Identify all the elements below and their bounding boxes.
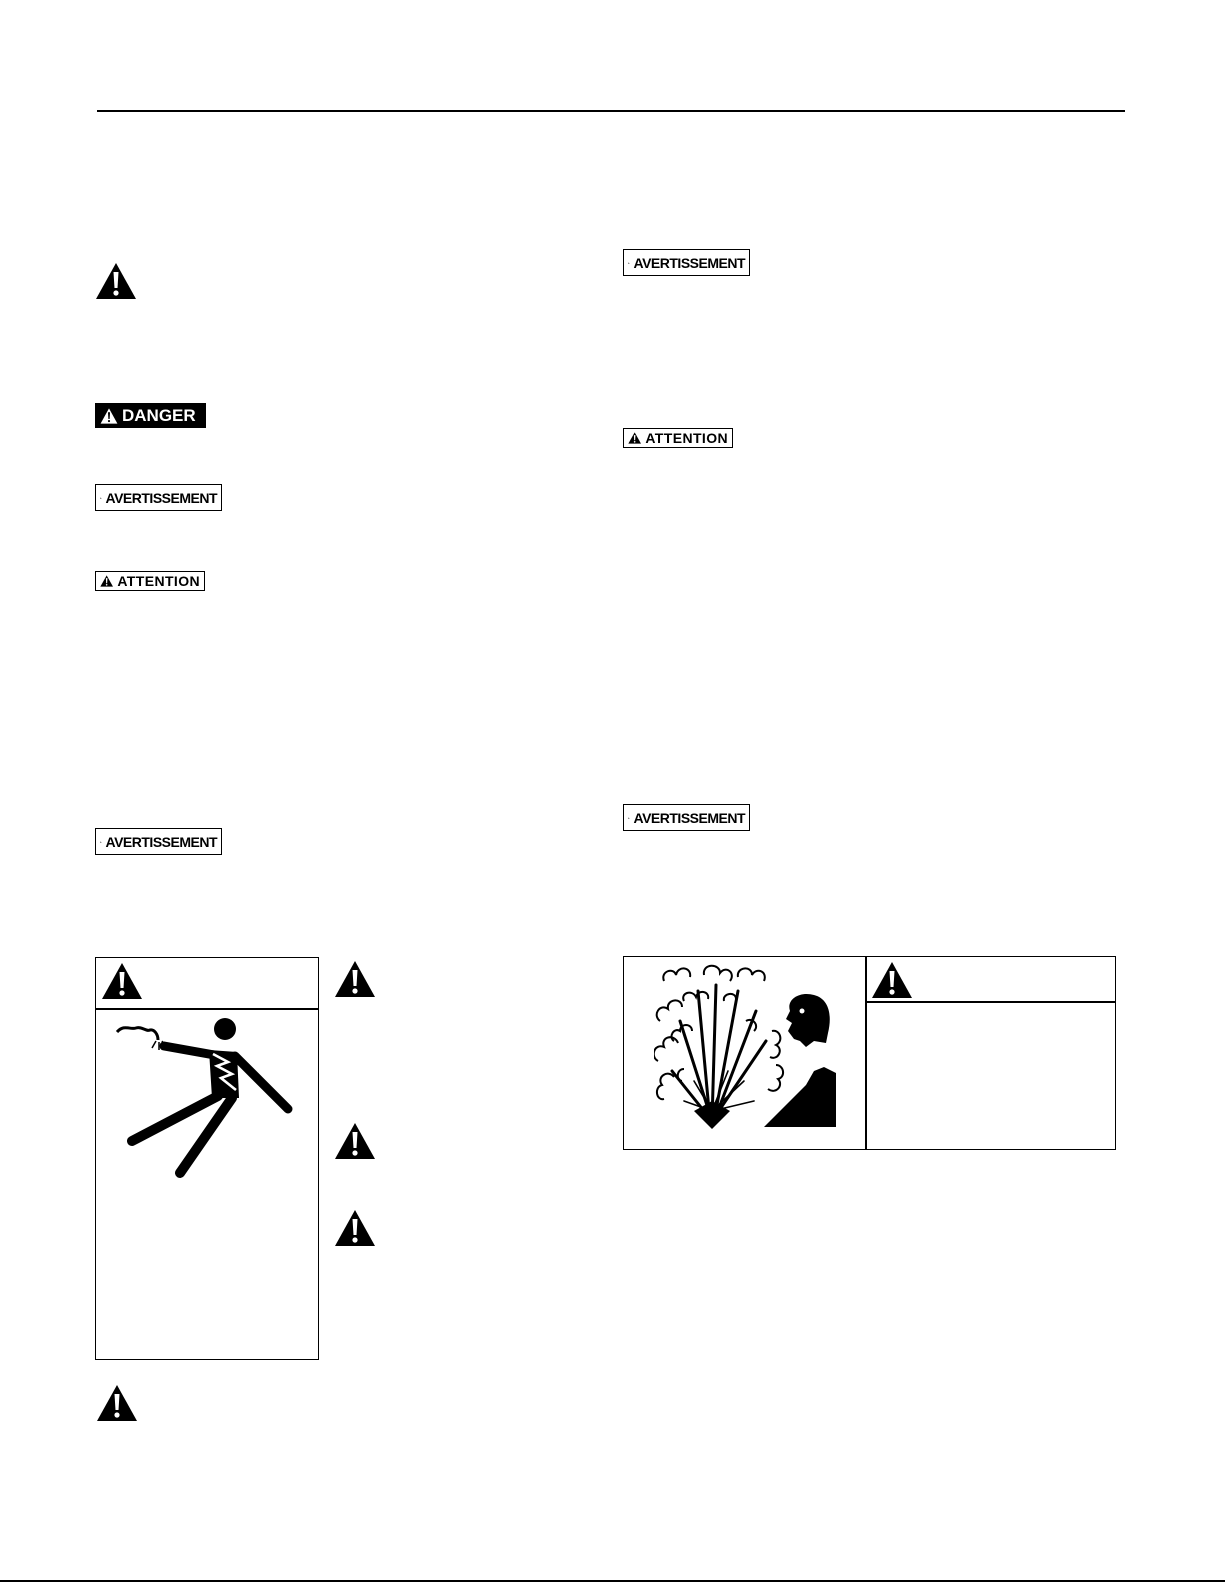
explosion-hazard-panel <box>623 956 1116 1150</box>
footer-rule <box>0 1580 1225 1582</box>
warning-triangle-icon <box>628 432 641 444</box>
warning-triangle-icon <box>628 256 630 270</box>
warning-triangle-icon <box>334 1209 376 1247</box>
avertissement-label: AVERTISSEMENT <box>633 254 745 271</box>
electric-shock-icon <box>112 1016 302 1186</box>
warning-triangle-icon <box>871 961 913 999</box>
avertissement-badge <box>623 804 750 831</box>
header-rule <box>97 110 1125 112</box>
danger-badge <box>95 403 206 428</box>
panel-divider <box>96 1008 318 1010</box>
panel-divider <box>865 1001 1115 1003</box>
warning-triangle-icon <box>96 1384 138 1422</box>
avertissement-badge <box>95 484 222 511</box>
warning-triangle-icon <box>334 960 376 998</box>
attention-label: ATTENTION <box>645 430 728 446</box>
warning-triangle-icon <box>100 835 102 849</box>
avertissement-label: AVERTISSEMENT <box>633 809 745 826</box>
electric-shock-panel <box>95 957 319 1360</box>
avertissement-label: AVERTISSEMENT <box>105 489 217 506</box>
panel-divider <box>865 957 867 1149</box>
avertissement-label: AVERTISSEMENT <box>105 833 217 850</box>
attention-badge <box>623 428 733 448</box>
avertissement-badge <box>623 249 750 276</box>
warning-triangle-icon <box>334 1122 376 1160</box>
warning-triangle-icon <box>100 408 118 424</box>
explosion-icon <box>654 961 854 1141</box>
warning-triangle-icon <box>100 491 102 505</box>
attention-label: ATTENTION <box>117 573 200 589</box>
warning-triangle-icon <box>100 575 113 587</box>
avertissement-badge <box>95 828 222 855</box>
danger-label: DANGER <box>122 405 196 425</box>
warning-triangle-icon <box>95 262 137 300</box>
warning-triangle-icon <box>628 811 630 825</box>
attention-badge <box>95 571 205 591</box>
warning-triangle-icon <box>101 962 143 1000</box>
